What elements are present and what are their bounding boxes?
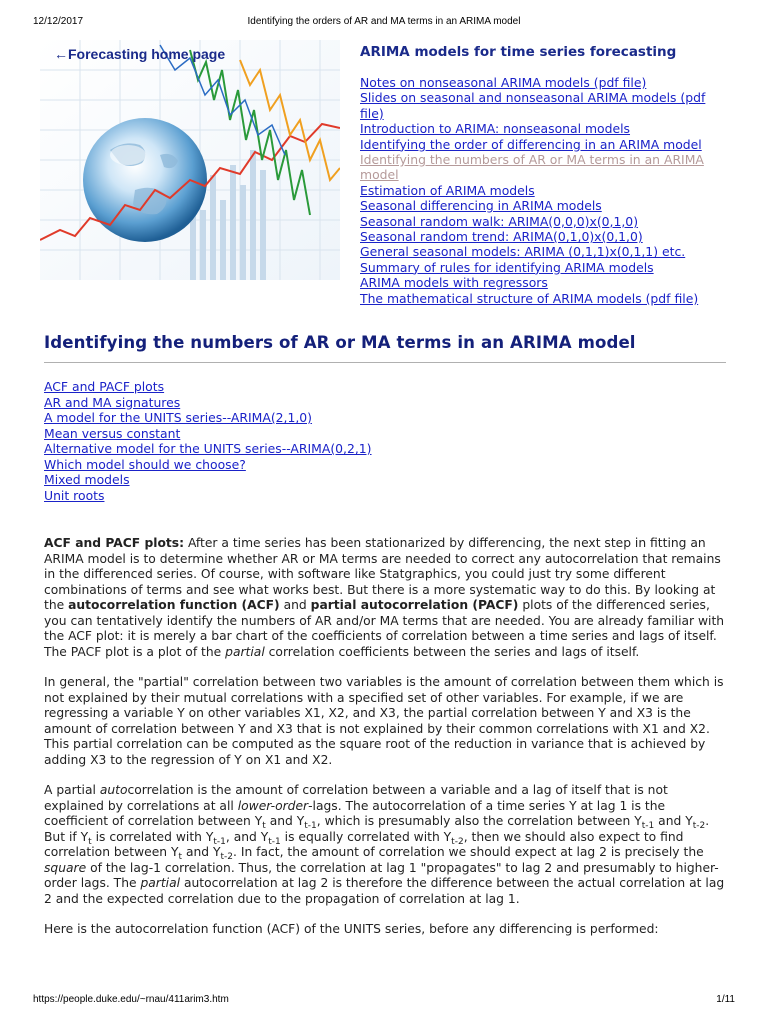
nav-link-seasonal-differencing[interactable]: Seasonal differencing in ARIMA models — [360, 198, 602, 214]
text: After a time series has been stationarized by differencing, the next step in fitting an ARIMA model is to determine whether AR or MA terms are needed to correct any autocorrelation that remains in the differenced series. Of course, with software like Statgraphics, you could just try some different combinations of terms and see what works best. But there is a more systematic way to do this. By looking at the — [44, 536, 721, 612]
paragraph-partial-autocorrelation — [44, 783, 726, 907]
globe-chart-illustration — [40, 40, 340, 280]
italic-term: lower-order — [237, 798, 309, 813]
text: . But if Y — [44, 814, 710, 844]
text: -lags. The autocorrelation of a time series Y at lag 1 is the coefficient of correlation between Y — [44, 798, 666, 828]
text: , which is presumably also the correlation between Y — [316, 814, 642, 828]
text: , and Y — [225, 829, 269, 844]
nav-link-order-differencing[interactable]: Identifying the order of differencing in an ARIMA model — [360, 136, 702, 152]
italic-term: partial — [225, 644, 265, 659]
toc-link-arima-021[interactable]: Alternative model for the UNITS series--ARIMA(0,2,1) — [44, 441, 372, 456]
nav-link-list — [360, 75, 720, 306]
paragraph-partial-correlation: In general, the "partial" correlation between two variables is the amount of correlation between them which is not explained by their mutual correlations with a specified set of other variables. For example, if we are regressing a variable Y on other variables X1, X2, and X3, the partial correlation between Y and X3 is the amount of correlation between Y and X3 that is not explained by their common correlations with X1 and X2. This partial correlation can be computed as the square root of the reduction in variance that is achieved by adding X3 to the regression of Y on X1 and X2. — [44, 675, 724, 767]
divider — [44, 362, 726, 363]
page-title: Identifying the numbers of AR or MA terms in an ARIMA model — [44, 333, 636, 352]
text: and — [279, 598, 311, 612]
text: and Y — [265, 814, 305, 828]
subscript: t — [262, 821, 266, 831]
subscript: t-1 — [268, 836, 281, 847]
bold-term-acf: autocorrelation function (ACF) — [68, 598, 280, 612]
print-title: Identifying the orders of AR and MA terms in an ARIMA model — [247, 16, 521, 27]
print-page-number: 1/11 — [716, 994, 735, 1005]
subscript: t — [178, 852, 183, 862]
subscript: t — [88, 836, 92, 847]
text: and Y — [658, 814, 693, 828]
nav-link-math-structure[interactable]: The mathematical structure of ARIMA models (pdf file) — [360, 290, 699, 306]
article-body — [44, 536, 726, 953]
toc-link-mixed-models[interactable]: Mixed models — [44, 472, 130, 487]
subscript: t-2 — [692, 821, 706, 831]
nav-link-slides[interactable]: Slides on seasonal and nonseasonal ARIMA models (pdf file) — [360, 90, 706, 121]
banner-image — [40, 40, 340, 280]
lead-term: ACF and PACF plots: — [44, 536, 185, 550]
nav-link-general-seasonal[interactable]: General seasonal models: ARIMA (0,1,1)x(0,1,1) etc. — [360, 244, 686, 260]
nav-link-summary-rules[interactable]: Summary of rules for identifying ARIMA models — [360, 259, 654, 275]
print-url: https://people.duke.edu/~rnau/411arim3.htm — [33, 994, 229, 1005]
bold-term-pacf: partial autocorrelation (PACF) — [310, 598, 519, 612]
toc-link-mean-constant[interactable]: Mean versus constant — [44, 425, 181, 441]
nav-link-ar-ma-terms-current[interactable]: Identifying the numbers of AR or MA terms in an ARIMA model — [360, 152, 704, 183]
nav-link-regressors[interactable]: ARIMA models with regressors — [360, 275, 548, 291]
text: autocorrelation at lag 2 is therefore the difference between the actual correlation at lag 2 and the expected correlation due to the propagation of correlation at lag 1. — [44, 876, 725, 906]
italic-term: auto — [99, 783, 128, 797]
italic-term: partial — [140, 876, 181, 890]
subscript: t-1 — [304, 821, 317, 831]
toc-link-unit-roots[interactable]: Unit roots — [44, 487, 105, 503]
forecasting-home-link[interactable]: ←Forecasting home page — [54, 46, 226, 62]
paragraph-acf-pacf — [44, 536, 726, 660]
nav-link-estimation[interactable]: Estimation of ARIMA models — [360, 182, 535, 198]
paragraph-acf-intro: Here is the autocorrelation function (ACF) of the UNITS series, before any differencing is performed: — [44, 922, 659, 936]
text: of the lag-1 correlation. Thus, the correlation at lag 1 "propagates" to lag 2 and presumably to higher-order lags. The — [44, 860, 719, 890]
table-of-contents — [44, 379, 372, 503]
toc-link-which-model[interactable]: Which model should we choose? — [44, 456, 246, 472]
subscript: t-1 — [641, 821, 655, 831]
text: A partial — [44, 783, 100, 797]
subscript: t-1 — [213, 836, 226, 847]
subscript: t-2 — [451, 836, 464, 847]
text: is equally correlated with Y — [280, 829, 452, 844]
text: correlation is the amount of correlation between a variable and a lag of itself that is not explained by correlations at all — [44, 783, 668, 813]
nav-link-nonseasonal-notes[interactable]: Notes on nonseasonal ARIMA models (pdf file) — [360, 75, 647, 90]
toc-link-acf-pacf[interactable]: ACF and PACF plots — [44, 379, 165, 394]
nav-link-intro-arima[interactable]: Introduction to ARIMA: nonseasonal models — [360, 121, 631, 137]
nav-link-seasonal-random-walk[interactable]: Seasonal random walk: ARIMA(0,0,0)x(0,1,0) — [360, 213, 639, 229]
print-date: 12/12/2017 — [33, 16, 84, 27]
text: correlation coefficients between the series and lags of itself. — [264, 644, 640, 659]
nav-title: ARIMA models for time series forecasting — [360, 44, 677, 60]
text: , then we should also expect to find correlation between Y — [44, 829, 684, 859]
text: plots of the differenced series, you can tentatively identify the numbers of AR and/or MA terms that are needed. You are already familiar with the ACF plot: it is merely a bar chart of the coefficients of correlation between a time series and lags of itself. The PACF plot is a plot of the — [44, 598, 725, 659]
text: is correlated with Y — [91, 829, 214, 844]
text: . In fact, the amount of correlation we should expect at lag 2 is precisely the — [233, 845, 704, 859]
toc-link-arima-210[interactable]: A model for the UNITS series--ARIMA(2,1,0) — [44, 410, 313, 425]
nav-link-seasonal-random-trend[interactable]: Seasonal random trend: ARIMA(0,1,0)x(0,1,0) — [360, 229, 643, 245]
subscript: t-2 — [220, 852, 234, 862]
text: and Y — [182, 845, 221, 859]
toc-link-signatures[interactable]: AR and MA signatures — [44, 394, 181, 410]
italic-term: square — [44, 860, 87, 875]
